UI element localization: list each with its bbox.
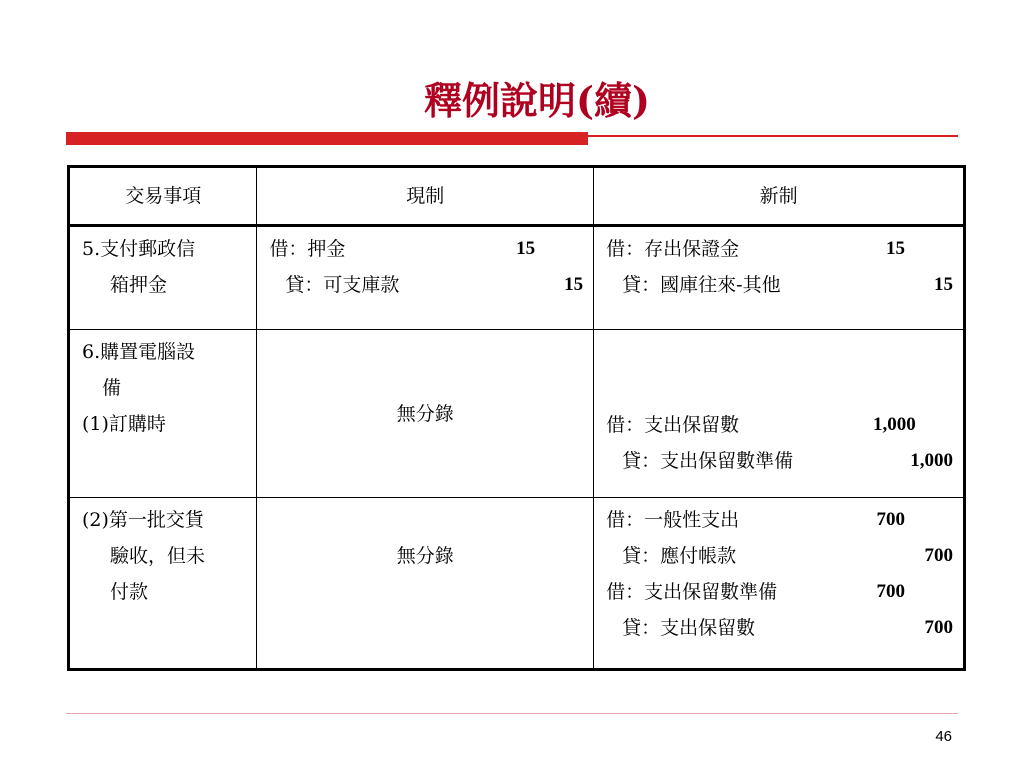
transaction-line: 箱押金 [110,274,168,296]
entry-amount: 700 [876,581,905,602]
transaction-line: 驗收，但未 [110,545,206,567]
credit-line [606,267,953,303]
credit-line [269,267,583,303]
entry-amount: 700 [876,509,905,530]
entry-amount: 15 [934,274,953,295]
table-row [69,330,965,498]
entry-label: 借：一般性支出 [606,509,740,531]
journal-entry-table [67,165,966,671]
page-number: 46 [935,728,952,745]
transaction-cell [69,226,257,330]
entry-amount: 15 [886,238,905,259]
new-entry-cell [594,226,965,330]
transaction-cell [69,498,257,670]
entry-label: 借：支出保留數 [606,414,740,436]
entry-amount: 1,000 [910,450,953,471]
transaction-line: 6.購置電腦設 [82,341,196,363]
slide-title: 釋例說明(續) [424,78,650,123]
no-entry-text: 無分錄 [396,545,454,567]
header-current-system: 現制 [257,167,594,226]
table-row [69,498,965,670]
entry-amount: 1,000 [873,414,916,435]
table-row [69,226,965,330]
entry-amount: 15 [516,238,536,259]
title-rule-thick [66,132,588,145]
entry-label: 貸：國庫往來-其他 [622,274,781,296]
new-entry-cell [594,498,965,670]
entry-amount: 700 [924,617,953,638]
new-entry-cell [594,330,965,498]
entry-label: 貸：可支庫款 [285,274,400,296]
footer-rule [66,713,958,714]
entry-label: 貸：支出保留數準備 [622,450,794,472]
credit-line [606,443,953,479]
entry-label: 借：支出保留數準備 [606,581,778,603]
credit-line [606,610,953,646]
table-header-row [69,167,965,226]
entry-label: 借：存出保證金 [606,238,740,260]
entry-amount: 700 [924,545,953,566]
header-new-system: 新制 [594,167,965,226]
entry-label: 借：押金 [269,238,346,260]
transaction-cell [69,330,257,498]
header-transaction: 交易事項 [69,167,257,226]
current-entry-cell [257,498,594,670]
transaction-line: (2)第一批交貨 [82,509,204,531]
credit-line [606,538,953,574]
debit-line [606,407,953,443]
entry-amount: 15 [564,274,584,295]
transaction-line: 5.支付郵政信 [82,238,196,260]
entry-label: 貸：支出保留數 [622,617,756,639]
debit-line [269,231,583,267]
debit-line [606,574,953,610]
debit-line [606,231,953,267]
debit-line [606,502,953,538]
transaction-line: (1)訂購時 [82,413,166,435]
no-entry-text: 無分錄 [396,402,454,425]
transaction-line: 備 [102,377,122,399]
title-rule-thin [588,135,958,137]
transaction-line: 付款 [110,581,149,603]
current-entry-cell [257,226,594,330]
current-entry-cell [257,330,594,498]
entry-label: 貸：應付帳款 [622,545,737,567]
